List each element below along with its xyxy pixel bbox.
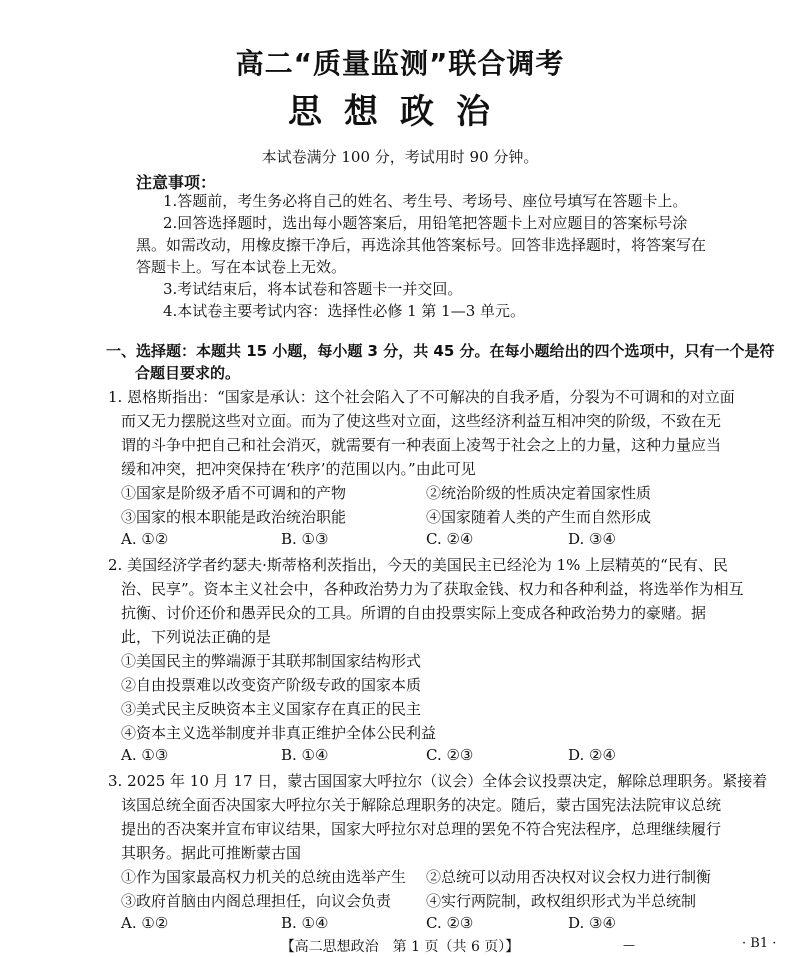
option-statement: ③政府首脑由内阁总理担任，向议会负责	[121, 892, 392, 910]
answer-choice-a: A. ①②	[121, 914, 169, 932]
page-footer: 【高二思想政治 第 1 页（共 6 页）】	[280, 939, 520, 955]
question-text: 提出的否决案并宣布审议结果，国家大呼拉尔对总理的罢免不符合宪法程序，总理继续履行	[121, 820, 722, 838]
question-text: 抗衡、讨价还价和愚弄民众的工具。所谓的自由投票实际上变成各种政治势力的豪赌。据	[121, 604, 707, 622]
answer-choice-d: D. ③④	[568, 530, 616, 548]
option-statement: ④资本主义选举制度并非真正维护全体公民利益	[121, 724, 437, 742]
notice-line: 2.回答选择题时，选出每小题答案后，用铅笔把答题卡上对应题目的答案标号涂	[163, 214, 688, 232]
notice-line: 黑。如需改动，用橡皮擦干净后，再选涂其他答案标号。回答非选择题时，将答案写在	[136, 236, 707, 254]
option-statement: ④国家随着人类的产生而自然形成	[426, 508, 652, 526]
question-text: 2. 美国经济学者约瑟夫·斯蒂格利茨指出，今天的美国民主已经沦为 1% 上层精英的“民有、民	[108, 556, 728, 574]
option-statement: ①国家是阶级矛盾不可调和的产物	[121, 484, 347, 502]
notice-line: 1.答题前，考生务必将自己的姓名、考生号、考场号、座位号填写在答题卡上。	[163, 192, 688, 210]
option-statement: ③国家的根本职能是政治统治职能	[121, 508, 347, 526]
answer-choice-c: C. ②③	[426, 914, 474, 932]
paper-code: · B1 ·	[742, 936, 777, 951]
answer-choice-b: B. ①④	[281, 914, 329, 932]
subject-title: 思想政治	[288, 92, 512, 132]
question-text: 该国总统全面否决国家大呼拉尔关于解除总理职务的决定。随后，蒙古国宪法法院审议总统	[121, 796, 722, 814]
question-text: 3. 2025 年 10 月 17 日，蒙古国国家大呼拉尔（议会）全体会议投票决定，解除总理职务。紧接着	[108, 772, 768, 790]
answer-choice-a: A. ①③	[121, 746, 169, 764]
notice-line: 3.考试结束后，将本试卷和答题卡一并交回。	[163, 280, 463, 298]
question-text: 此，下列说法正确的是	[121, 628, 272, 646]
question-text: 而又无力摆脱这些对立面。而为了使这些对立面，这些经济利益互相冲突的阶级，不致在无	[121, 412, 722, 430]
answer-choice-d: D. ③④	[568, 914, 616, 932]
question-text: 治、民享”。资本主义社会中，各种政治势力为了获取金钱、权力和各种利益，将选举作为相互	[121, 580, 744, 598]
answer-choice-a: A. ①②	[121, 530, 169, 548]
option-statement: ②自由投票难以改变资产阶级专政的国家本质	[121, 676, 422, 694]
question-text: 1. 恩格斯指出：“国家是承认：这个社会陷入了不可解决的自我矛盾，分裂为不可调和的对立面	[108, 388, 735, 406]
option-statement: ④实行两院制，政权组织形式为半总统制	[426, 892, 697, 910]
answer-choice-c: C. ②④	[426, 530, 474, 548]
section-heading-cont: 合题目要求的。	[135, 364, 241, 382]
option-statement: ②总统可以动用否决权对议会权力进行制衡	[426, 868, 712, 886]
answer-choice-b: B. ①④	[281, 746, 329, 764]
footer-mark: —	[623, 938, 635, 952]
answer-choice-b: B. ①③	[281, 530, 329, 548]
option-statement: ③美式民主反映资本主义国家存在真正的民主	[121, 700, 422, 718]
option-statement: ①作为国家最高权力机关的总统由选举产生	[121, 868, 407, 886]
question-text: 缓和冲突，把冲突保持在‘秩序’的范围以内。”由此可见	[121, 460, 476, 478]
question-text: 其职务。据此可推断蒙古国	[121, 844, 302, 862]
answer-choice-d: D. ②④	[568, 746, 616, 764]
answer-choice-c: C. ②③	[426, 746, 474, 764]
notice-heading: 注意事项：	[136, 173, 217, 192]
notice-line: 答题卡上。写在本试卷上无效。	[136, 258, 347, 276]
option-statement: ②统治阶级的性质决定着国家性质	[426, 484, 652, 502]
exam-title: 高二“质量监测”联合调考	[235, 47, 565, 80]
exam-info: 本试卷满分 100 分，考试用时 90 分钟。	[261, 148, 539, 166]
section-heading: 一、选择题：本题共 15 小题，每小题 3 分，共 45 分。在每小题给出的四个选项中，只有一个是符	[106, 342, 775, 360]
notice-line: 4.本试卷主要考试内容：选择性必修 1 第 1—3 单元。	[163, 302, 526, 320]
option-statement: ①美国民主的弊端源于其联邦制国家结构形式	[121, 652, 422, 670]
question-text: 谓的斗争中把自己和社会消灭，就需要有一种表面上凌驾于社会之上的力量，这种力量应当	[121, 436, 722, 454]
